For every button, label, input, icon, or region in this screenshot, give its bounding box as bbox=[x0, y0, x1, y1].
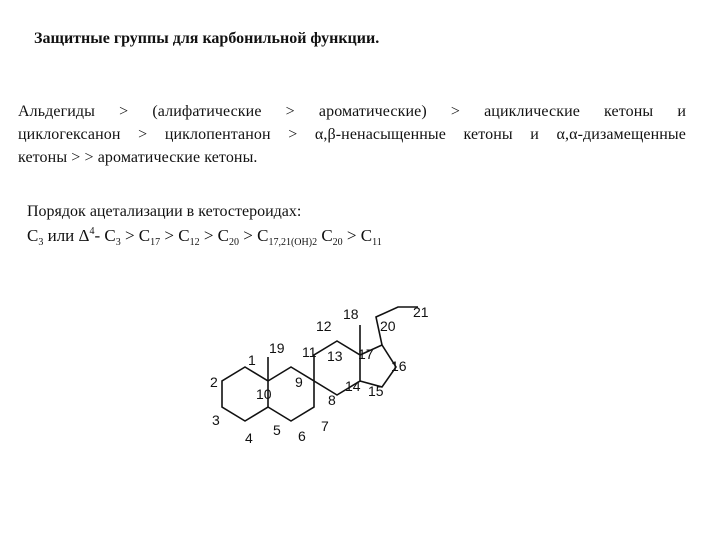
paragraph-line-1: Альдегиды > (алифатические > ароматические) > ациклические кетоны и bbox=[18, 103, 686, 120]
c11-sub: 11 bbox=[372, 237, 382, 248]
c3-b-sub: 3 bbox=[115, 237, 121, 248]
gt-c11: > C bbox=[342, 226, 373, 245]
gt-c12: > C bbox=[160, 226, 190, 245]
label-13: 13 bbox=[327, 348, 343, 364]
label-17: 17 bbox=[358, 346, 374, 362]
page-title: Защитные группы для карбонильной функции. bbox=[34, 30, 380, 47]
c12-sub: 12 bbox=[189, 237, 200, 248]
c20-b: C bbox=[317, 226, 333, 245]
label-18: 18 bbox=[343, 306, 359, 322]
label-2: 2 bbox=[210, 374, 218, 390]
label-21: 21 bbox=[413, 304, 429, 320]
label-7: 7 bbox=[321, 418, 329, 434]
gt-c17: > C bbox=[120, 226, 151, 245]
label-15: 15 bbox=[368, 383, 384, 399]
label-9: 9 bbox=[295, 374, 303, 390]
label-8: 8 bbox=[328, 392, 336, 408]
label-4: 4 bbox=[245, 430, 253, 446]
delta-sup: 4 bbox=[89, 226, 95, 237]
c3-a-sub: 3 bbox=[38, 237, 44, 248]
label-11: 11 bbox=[302, 344, 317, 360]
label-16: 16 bbox=[391, 358, 407, 374]
gt-c17-21: > C bbox=[239, 226, 269, 245]
reactivity-paragraph bbox=[18, 100, 686, 169]
acetalization-heading: Порядок ацетализации в кетостероидах: bbox=[27, 203, 302, 220]
label-12: 12 bbox=[316, 318, 332, 334]
gt-c20: > C bbox=[199, 226, 230, 245]
c20-sub: 20 bbox=[229, 237, 240, 248]
c17-sub: 17 bbox=[150, 237, 161, 248]
acetalization-order bbox=[27, 226, 382, 248]
c3-a: C bbox=[27, 226, 39, 245]
label-6: 6 bbox=[298, 428, 306, 444]
or-delta: или Δ bbox=[43, 226, 90, 245]
label-20: 20 bbox=[380, 318, 396, 334]
ring-b bbox=[268, 367, 314, 421]
label-14: 14 bbox=[345, 378, 361, 394]
label-10: 10 bbox=[256, 386, 272, 402]
c17-21-sub: 17,21(OH)2 bbox=[268, 237, 318, 248]
paragraph-line-3: кетоны > > ароматические кетоны. bbox=[18, 149, 258, 166]
c20-b-sub: 20 bbox=[332, 237, 343, 248]
c3-b: - C bbox=[94, 226, 116, 245]
steroid-skeleton-diagram bbox=[200, 295, 450, 455]
label-3: 3 bbox=[212, 412, 220, 428]
label-5: 5 bbox=[273, 422, 281, 438]
label-19: 19 bbox=[269, 340, 285, 356]
paragraph-line-2: циклогексанон > циклопентанон > α,β-ненасыщенные кетоны и α,α-дизамещенные bbox=[18, 126, 686, 143]
label-1: 1 bbox=[248, 352, 256, 368]
